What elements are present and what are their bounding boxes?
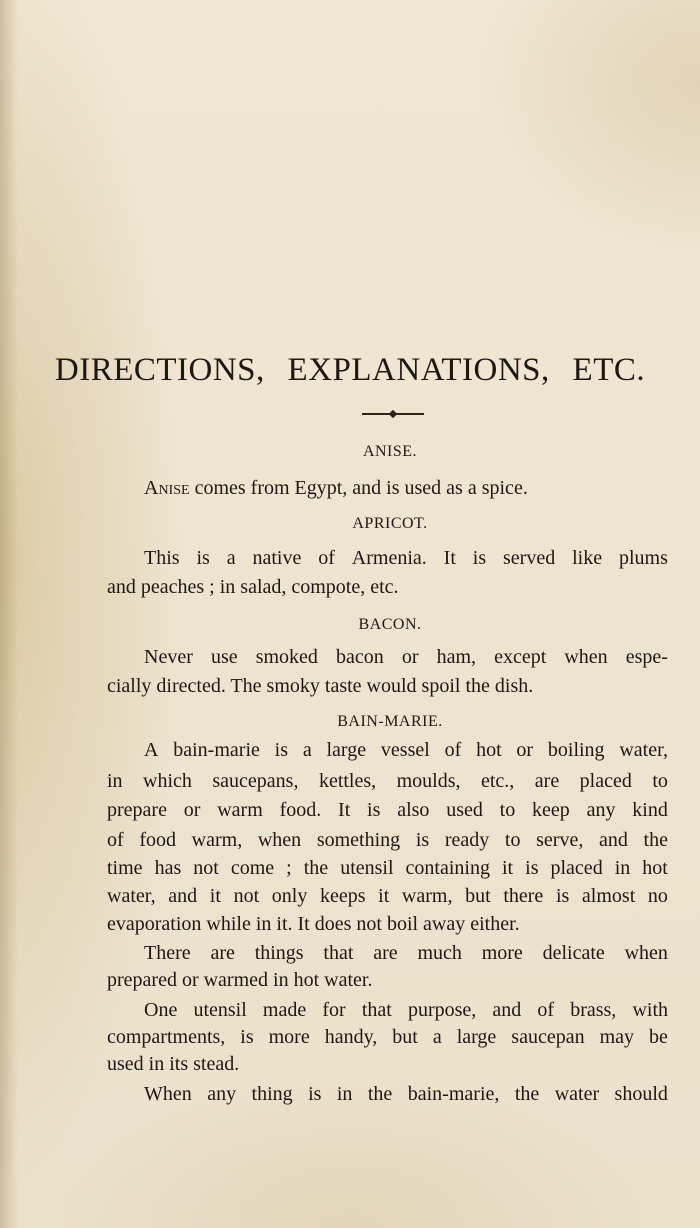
word: is (308, 1083, 322, 1105)
word: is (525, 857, 539, 879)
word: are (534, 770, 560, 792)
word: thing (251, 1083, 293, 1105)
word: in (107, 770, 123, 792)
word: placed (579, 770, 632, 792)
word: is (240, 1026, 254, 1048)
word: may (599, 1026, 634, 1048)
word: time (107, 857, 143, 879)
word: keeps (319, 885, 366, 907)
word: kind (632, 799, 668, 821)
apricot-line-1 (144, 547, 668, 570)
entry-title-bain-marie: BAIN-MARIE. (337, 713, 443, 730)
word: not (193, 857, 219, 879)
anise-line-1-text: comes from Egypt, and is used as a spice. (189, 477, 528, 499)
word: keep (532, 799, 570, 821)
ornament-divider (362, 412, 424, 416)
word: of (318, 547, 335, 569)
word: warm (217, 799, 263, 821)
entry-title-anise: ANISE. (362, 443, 418, 460)
word: utensil (340, 857, 394, 879)
word: any (207, 1083, 237, 1105)
word: things (254, 942, 304, 964)
word: of (537, 999, 555, 1021)
word: purpose, (407, 999, 477, 1021)
word: prepare (107, 799, 167, 821)
word: is (274, 739, 289, 761)
word: any (586, 799, 616, 821)
anise-lead-word: Anise (144, 477, 190, 499)
word: This (144, 547, 180, 569)
word: it (502, 857, 514, 879)
word: in (336, 1083, 353, 1105)
anise-line-1 (144, 477, 528, 500)
entry-title-apricot: APRICOT. (352, 515, 428, 532)
word: of (444, 739, 462, 761)
word: ham, (436, 646, 477, 668)
word: the (367, 1083, 393, 1105)
word: hot (642, 857, 668, 879)
word: which (143, 770, 192, 792)
word: water (554, 1083, 600, 1105)
bain-marie-line-7: evaporation while in it. It does not boil away either. (107, 913, 520, 935)
word: no (647, 885, 668, 907)
word: it (378, 885, 390, 907)
word: boiling (547, 739, 605, 761)
bain-marie-line-4 (107, 829, 668, 852)
word: containing (405, 857, 490, 879)
word: not (233, 885, 260, 907)
word: or (401, 646, 419, 668)
word: for (322, 999, 346, 1021)
word: much (417, 942, 462, 964)
word: handy, (324, 1026, 378, 1048)
word: or (516, 739, 534, 761)
word: or (183, 799, 201, 821)
word: is (472, 547, 487, 569)
word: bain-marie (173, 739, 260, 761)
word: but (465, 885, 491, 907)
word: more (481, 942, 523, 964)
word: There (144, 942, 191, 964)
bain-marie-line-13 (144, 1083, 668, 1106)
word: and (168, 885, 198, 907)
word: when (257, 829, 302, 851)
word: when (624, 942, 668, 964)
bain-marie-line-5 (107, 857, 668, 880)
entry-title-bacon: BACON. (358, 616, 422, 633)
word: when (564, 646, 608, 668)
word: that (323, 942, 354, 964)
word: to (652, 770, 668, 792)
word: almost (581, 885, 636, 907)
word: is (415, 829, 430, 851)
word: also (397, 799, 430, 821)
word: is (555, 885, 570, 907)
word: It (443, 547, 456, 569)
page-spine-shadow (0, 0, 18, 1228)
word: come (230, 857, 275, 879)
word: only (271, 885, 308, 907)
word: and (492, 999, 522, 1021)
word: When (144, 1083, 192, 1105)
word: the (514, 1083, 540, 1105)
ornament-diamond-icon (389, 410, 397, 418)
bacon-line-1 (144, 646, 668, 669)
word: bacon (335, 646, 384, 668)
word: saucepans, (212, 770, 299, 792)
word: hot (476, 739, 502, 761)
bain-marie-line-6 (107, 885, 668, 908)
word: saucepan (511, 1026, 585, 1048)
word: should (614, 1083, 668, 1105)
word: has (154, 857, 182, 879)
word: plums (619, 547, 668, 569)
word: espe- (625, 646, 668, 668)
word: placed (550, 857, 603, 879)
bain-marie-line-12: used in its stead. (107, 1053, 240, 1075)
bain-marie-line-10 (144, 999, 668, 1022)
bacon-line-2: cially directed. The smoky taste would spoil the dish. (107, 675, 534, 697)
word: but (392, 1026, 418, 1048)
word: served (503, 547, 556, 569)
word: smoked (255, 646, 318, 668)
bain-marie-line-8 (144, 942, 668, 965)
word: of (107, 829, 124, 851)
word: A (144, 739, 159, 761)
word: food (139, 829, 176, 851)
word: ready (444, 829, 490, 851)
word: that (361, 999, 392, 1021)
word: a (302, 739, 312, 761)
word: use (210, 646, 238, 668)
word: food. (279, 799, 322, 821)
word: compartments, (107, 1026, 226, 1048)
word: Armenia. (351, 547, 427, 569)
word: it (209, 885, 221, 907)
word: etc., (481, 770, 515, 792)
word: like (572, 547, 603, 569)
word: ; (286, 857, 292, 879)
page-heading: DIRECTIONS, EXPLANATIONS, ETC. (54, 352, 646, 388)
word: serve, (536, 829, 584, 851)
word: large (456, 1026, 497, 1048)
word: and (599, 829, 628, 851)
word: native (252, 547, 302, 569)
word: made (262, 999, 307, 1021)
bain-marie-line-3 (107, 799, 668, 822)
word: vessel (380, 739, 430, 761)
word: more (268, 1026, 310, 1048)
bain-marie-line-1 (144, 739, 668, 762)
word: used (446, 799, 483, 821)
word: except (494, 646, 547, 668)
word: moulds, (396, 770, 461, 792)
word: are (373, 942, 398, 964)
bain-marie-line-9: prepared or warmed in hot water. (107, 969, 373, 991)
word: with (632, 999, 668, 1021)
word: warm, (191, 829, 243, 851)
word: is (367, 799, 381, 821)
word: in (614, 857, 631, 879)
word: are (210, 942, 235, 964)
word: water, (107, 885, 156, 907)
apricot-line-2: and peaches ; in salad, compote, etc. (107, 576, 399, 598)
word: brass, (570, 999, 617, 1021)
word: warm, (401, 885, 453, 907)
word: One (144, 999, 178, 1021)
word: bain-marie, (407, 1083, 500, 1105)
bain-marie-line-2 (107, 770, 668, 793)
word: Never (144, 646, 193, 668)
word: water, (619, 739, 668, 761)
word: something (316, 829, 401, 851)
word: to (504, 829, 521, 851)
word: there (503, 885, 544, 907)
word: delicate (542, 942, 605, 964)
word: utensil (193, 999, 247, 1021)
word: It (338, 799, 351, 821)
word: a (226, 547, 236, 569)
word: the (303, 857, 329, 879)
bain-marie-line-11 (107, 1026, 668, 1049)
word: be (648, 1026, 668, 1048)
word: the (643, 829, 668, 851)
word: to (499, 799, 516, 821)
word: a (432, 1026, 442, 1048)
word: is (196, 547, 210, 569)
word: kettles, (318, 770, 377, 792)
word: large (326, 739, 367, 761)
